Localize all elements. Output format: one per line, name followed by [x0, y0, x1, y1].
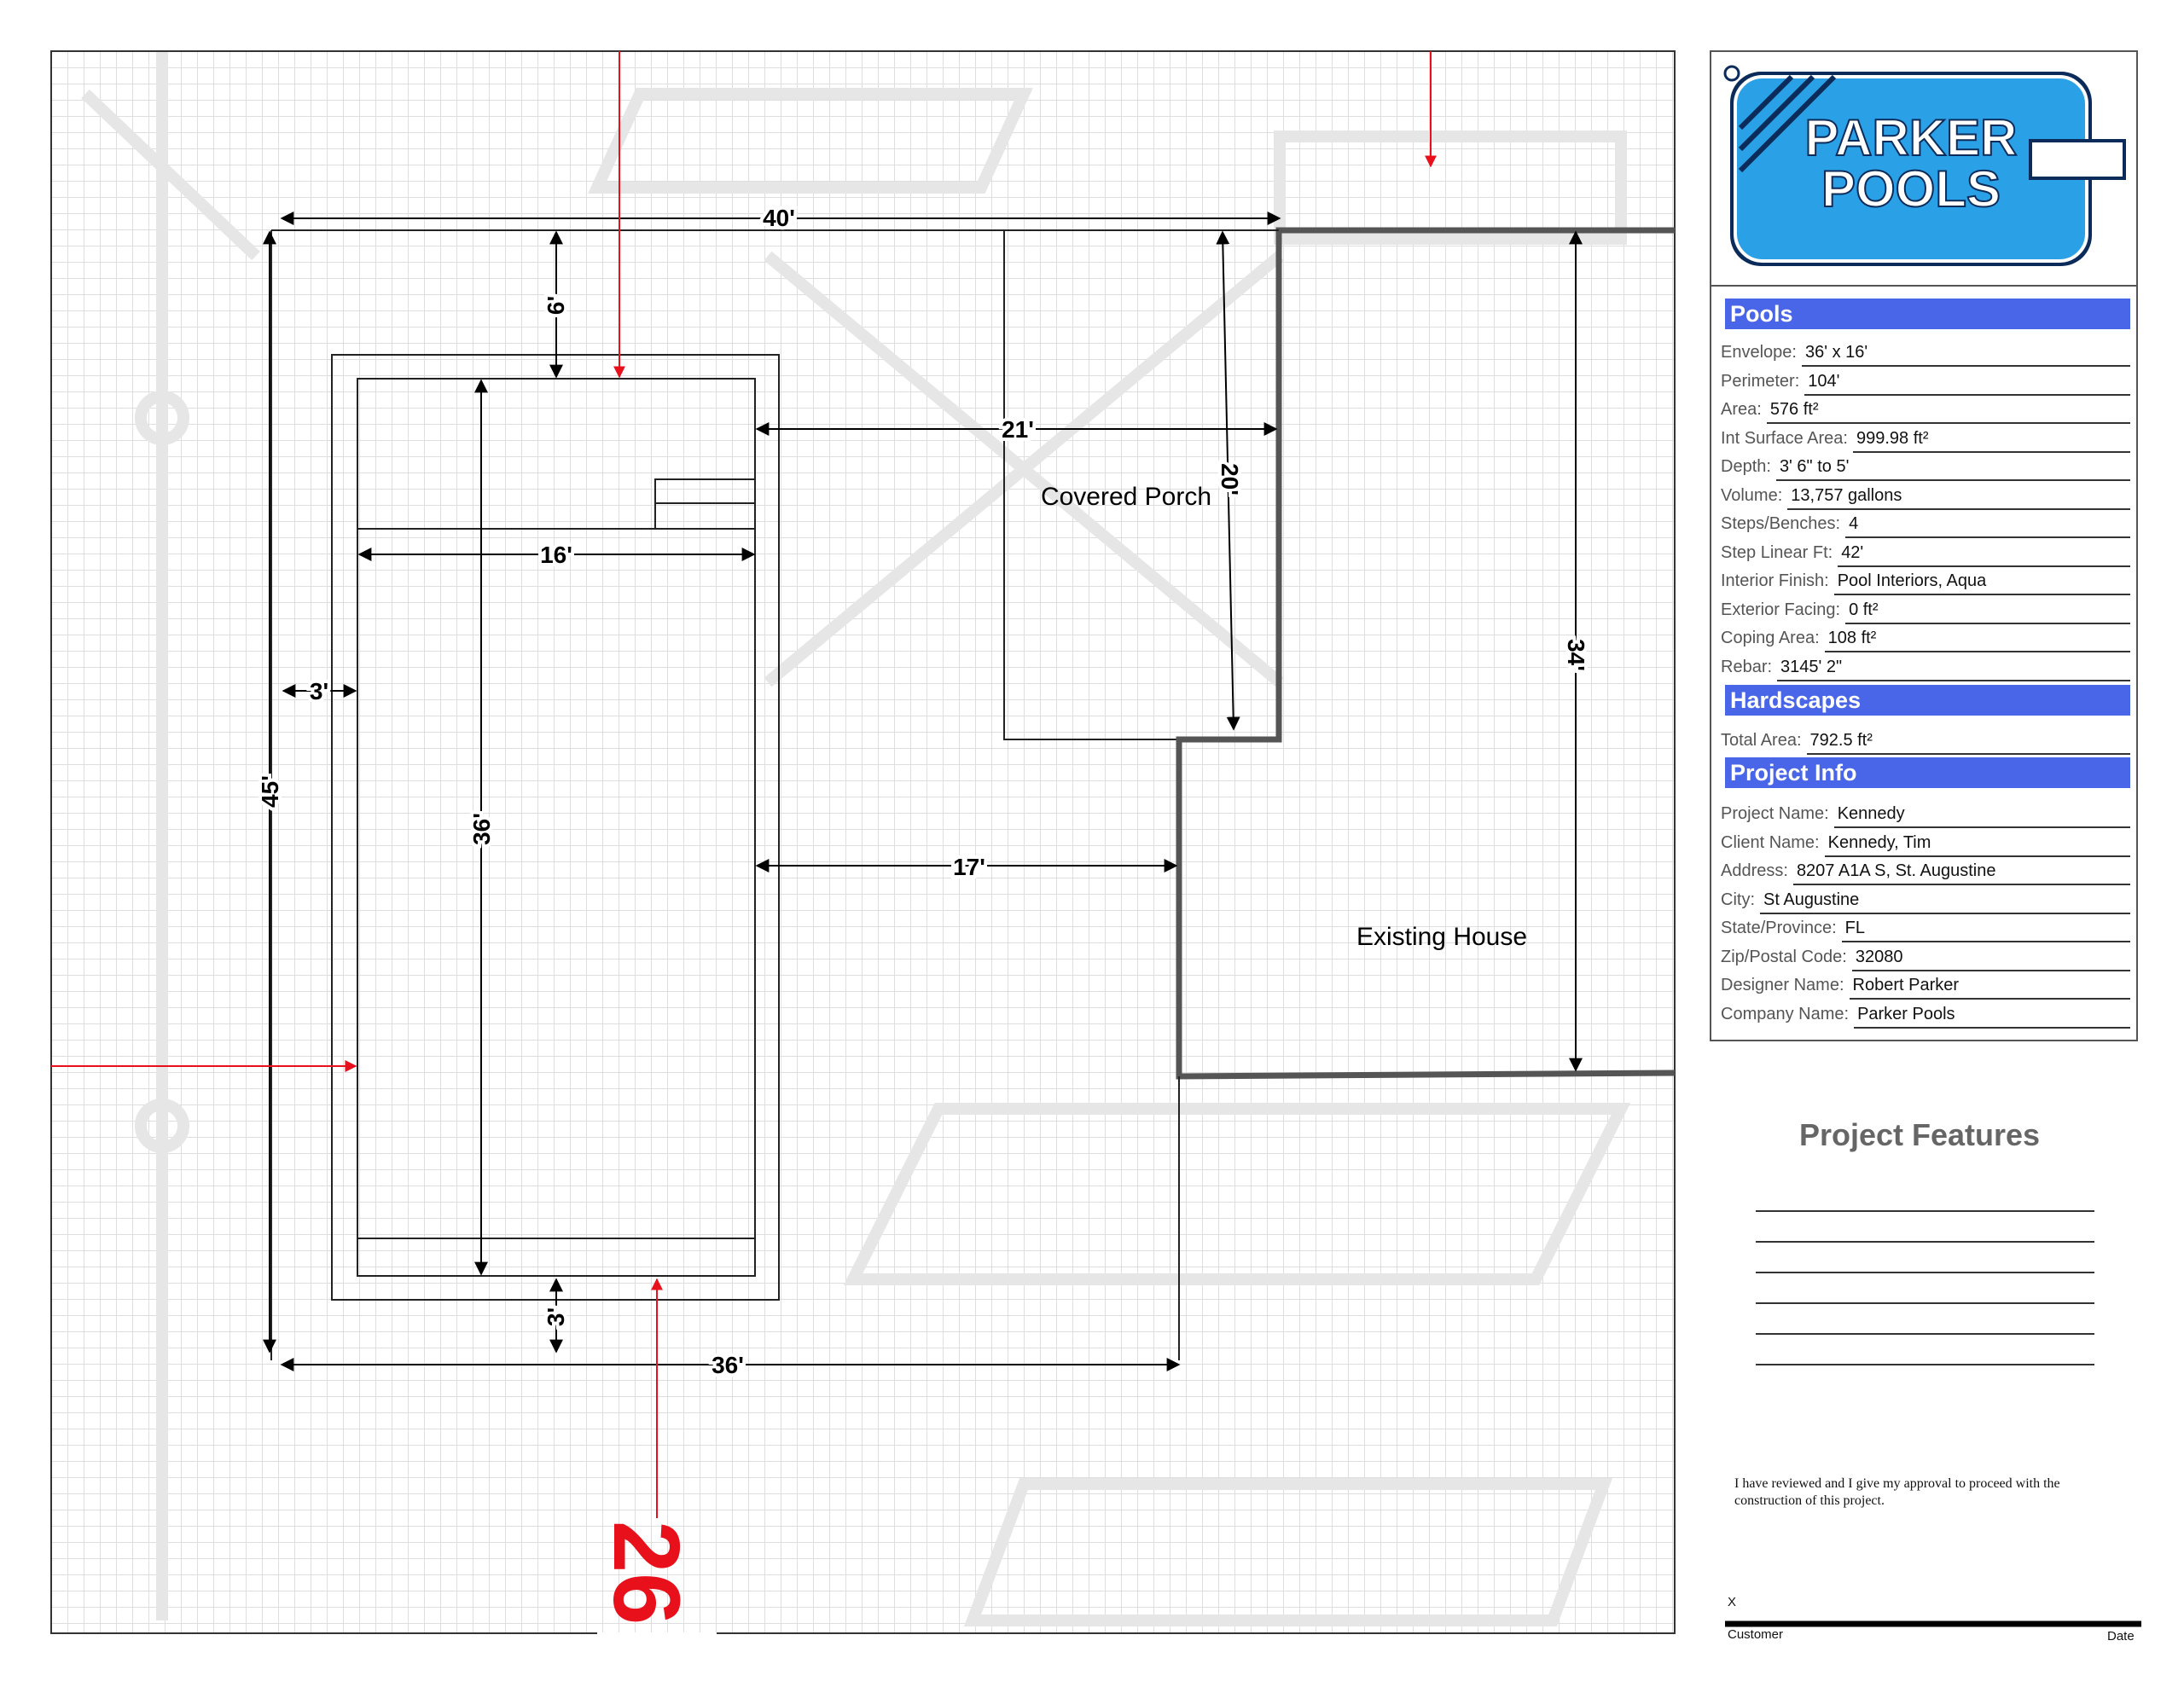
info-row-value: Robert Parker — [1852, 976, 1960, 994]
info-row-label: Client Name: — [1721, 832, 1820, 852]
dim-porch-gap: 21' — [1002, 416, 1034, 443]
pools-section-header: Pools — [1725, 299, 2130, 329]
info-row-label: Envelope: — [1721, 343, 1797, 362]
info-row-value: 42' — [1841, 542, 1864, 562]
info-row-value: 0 ft² — [1849, 600, 1879, 619]
info-row-underline — [1804, 394, 2130, 396]
info-row-underline — [1760, 913, 2130, 914]
info-row-value: 104' — [1808, 371, 1840, 391]
info-row-underline — [1767, 422, 2130, 424]
logo-line1: PARKER — [1804, 109, 2018, 166]
info-row-underline — [1776, 479, 2130, 481]
existing-house-label: Existing House — [1356, 923, 1528, 951]
dim-side-offset: 3' — [309, 678, 329, 704]
dim-house-depth: 34' — [1563, 639, 1589, 671]
grid-background — [51, 51, 1675, 1633]
info-row-label: Perimeter: — [1721, 371, 1800, 391]
info-row-value: Kennedy, Tim — [1827, 832, 1931, 852]
info-row-value: FL — [1844, 919, 1865, 937]
logo-pin — [1725, 67, 1739, 80]
dim-pool-length: 36' — [468, 813, 495, 845]
info-row-underline — [1834, 826, 2130, 828]
info-row-value: Kennedy — [1837, 804, 1905, 823]
info-row-label: Address: — [1721, 861, 1788, 880]
info-row-label: State/Province: — [1721, 919, 1837, 937]
info-row-underline — [1842, 941, 2130, 942]
date-label: Date — [2107, 1629, 2135, 1644]
info-row-underline — [1850, 998, 2130, 1000]
info-row-value: 999.98 ft² — [1856, 428, 1929, 448]
info-row-label: Volume: — [1721, 485, 1783, 505]
info-row-value: 36' x 16' — [1804, 343, 1868, 362]
info-row-value: 8207 A1A S, St. Augustine — [1796, 861, 1996, 880]
info-row-value: 4 — [1849, 514, 1859, 533]
dim-bottom-offset: 3' — [543, 1307, 569, 1327]
info-row-label: Step Linear Ft: — [1721, 542, 1833, 562]
info-row-label: Coping Area: — [1721, 629, 1820, 647]
info-row-value: 3145' 2" — [1780, 657, 1843, 676]
info-row-underline — [1777, 680, 2130, 681]
parker-pools-logo — [1725, 67, 2124, 266]
info-row-value: 792.5 ft² — [1809, 731, 1873, 750]
info-row-underline — [1802, 365, 2130, 367]
info-row-label: Rebar: — [1721, 657, 1773, 676]
dim-pool-width: 16' — [540, 542, 572, 568]
info-row-value: 32080 — [1855, 947, 1903, 966]
dim-house-gap: 17' — [953, 854, 985, 880]
info-row-value: 108 ft² — [1827, 629, 1877, 647]
info-row-label: Int Surface Area: — [1721, 428, 1848, 448]
info-row-underline — [1834, 594, 2130, 595]
info-row-label: Company Name: — [1721, 1004, 1850, 1023]
info-row-value: St Augustine — [1763, 890, 1860, 909]
info-row-underline — [1825, 855, 2130, 857]
info-row-value: 3' 6" to 5' — [1779, 457, 1850, 476]
info-row-label: Area: — [1721, 400, 1762, 419]
info-row-underline — [1853, 451, 2130, 453]
feature-lines — [1756, 1211, 2094, 1365]
project-features-title: Project Features — [1798, 1117, 2041, 1152]
info-row-label: Total Area: — [1721, 731, 1802, 750]
info-row-label: City: — [1721, 890, 1755, 909]
info-row-label: Designer Name: — [1721, 976, 1844, 994]
info-row-value: Pool Interiors, Aqua — [1837, 571, 1987, 590]
approval-statement: I have reviewed and I give my approval to proceed with the construction of this project. — [1734, 1476, 2060, 1508]
dim-top-width: 40' — [763, 205, 795, 231]
dim-bottom-width: 36' — [712, 1352, 744, 1378]
dim-top-offset: 6' — [543, 295, 569, 316]
info-row-label: Steps/Benches: — [1721, 514, 1841, 533]
info-row-underline — [1793, 884, 2130, 885]
info-row-underline — [1787, 508, 2130, 510]
red-marker-number: 26 — [594, 1521, 699, 1626]
info-row-underline — [1852, 970, 2130, 971]
dim-porch-depth: 20' — [1217, 463, 1243, 496]
covered-porch-label: Covered Porch — [1040, 483, 1212, 511]
info-row-underline — [1845, 623, 2130, 624]
dim-overall-height: 45' — [257, 775, 283, 808]
info-row-underline — [1845, 536, 2130, 538]
info-row-underline — [1825, 651, 2130, 652]
info-row-label: Depth: — [1721, 457, 1771, 476]
signature-x-mark: X — [1728, 1595, 1737, 1609]
logo-tab — [2030, 141, 2124, 178]
info-row-value: 13,757 gallons — [1791, 485, 1902, 505]
customer-label: Customer — [1728, 1627, 1784, 1642]
info-row-value: Parker Pools — [1857, 1004, 1955, 1023]
hardscapes-section-header: Hardscapes — [1725, 685, 2130, 716]
info-row-underline — [1838, 565, 2130, 567]
info-row-label: Exterior Facing: — [1721, 600, 1841, 619]
info-row-underline — [1807, 753, 2130, 755]
info-row-value: 576 ft² — [1769, 400, 1819, 419]
project-info-section-header: Project Info — [1725, 757, 2130, 788]
logo-line2: POOLS — [1821, 160, 2001, 217]
info-row-underline — [1854, 1027, 2130, 1029]
info-row-label: Interior Finish: — [1721, 571, 1829, 590]
info-row-label: Zip/Postal Code: — [1721, 947, 1847, 966]
info-row-label: Project Name: — [1721, 804, 1829, 823]
